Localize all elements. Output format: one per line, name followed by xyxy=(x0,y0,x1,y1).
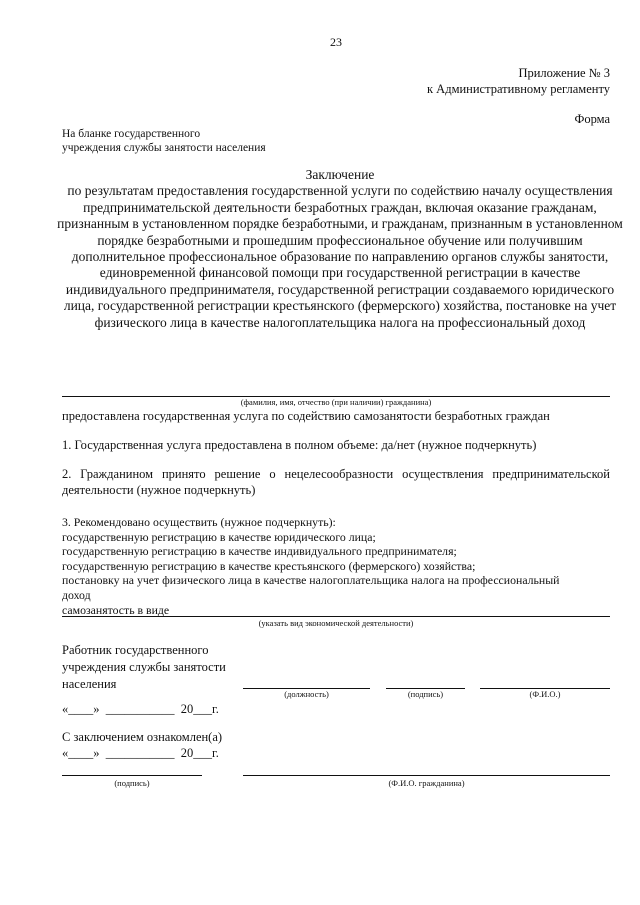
option-entrepreneur: государственную регистрацию в качестве индивидуального предпринимателя; xyxy=(62,544,457,559)
activity-caption: (указать вид экономической деятельности) xyxy=(258,618,414,628)
option-tax-registration: постановку на учет физического лица в качестве налогоплательщика налога на профессиональный xyxy=(62,573,560,588)
position-caption: (должность) xyxy=(284,689,329,699)
item-2-line-1: 2. Гражданином принято решение о нецелесообразности осуществления предпринимательской xyxy=(62,467,610,481)
citizen-name-caption: (фамилия, имя, отчество (при наличии) гражданина) xyxy=(240,397,432,407)
worker-line-1: Работник государственного xyxy=(62,643,209,657)
signature-caption: (подпись) xyxy=(407,689,444,699)
citizen-fio-caption: (Ф.И.О. гражданина) xyxy=(388,778,465,788)
item-3 xyxy=(62,515,559,617)
appendix-number: Приложение № 3 xyxy=(518,66,610,80)
worker-label xyxy=(62,642,226,693)
worker-line-2: учреждения службы занятости xyxy=(62,660,226,674)
self-employment-label: самозанятость в виде xyxy=(62,602,170,617)
letterhead-line-1: На бланке государственного xyxy=(62,128,201,140)
item-2-line-2: деятельности (нужное подчеркнуть) xyxy=(62,483,256,497)
title-body: по результатам предоставления государственной услуги по содействию началу осуществления предпринимательской деятельности безработных граждан, включая оказание гражданам, признанным в установленном порядке безработными, и гражданам, признанным в установленном порядке безработными и прошедшим профессиональное обучение или получившим дополнительное профессиональное образование по направлению органов службы занятости, единовременной финансовой помощи при государственной регистрации в качестве индивидуального предпринимателя, государственной регистрации создаваемого юридического лица, государственной регистрации крестьянского (фермерского) хозяйства, постановке на учет физического лица в качестве налогоплательщика налога на профессиональный доход xyxy=(57,183,623,330)
name-caption: (Ф.И.О.) xyxy=(529,689,561,699)
service-provided-text: предоставлена государственная услуга по содействию самозанятости безработных граждан xyxy=(62,409,550,423)
option-farm: государственную регистрацию в качестве крестьянского (фермерского) хозяйства; xyxy=(62,558,476,573)
citizen-date-line[interactable]: «____» ___________ 20___г. xyxy=(62,746,219,760)
letterhead-line-2: учреждения службы занятости населения xyxy=(62,142,266,154)
worker-date-line[interactable]: «____» ___________ 20___г. xyxy=(62,702,219,716)
activity-line[interactable] xyxy=(62,616,610,617)
item-3-heading: 3. Рекомендовано осуществить (нужное подчеркнуть): xyxy=(62,515,336,529)
item-1: 1. Государственная услуга предоставлена в полном объеме: да/нет (нужное подчеркнуть) xyxy=(62,438,537,452)
title-heading: Заключение xyxy=(305,167,375,182)
document-title xyxy=(55,167,625,331)
worker-line-3: населения xyxy=(62,677,117,691)
form-label: Форма xyxy=(574,112,610,126)
appendix-reference: к Административному регламенту xyxy=(426,82,610,96)
letterhead-note xyxy=(62,127,266,155)
citizen-signature-caption: (подпись) xyxy=(114,778,150,788)
citizen-signature-line[interactable] xyxy=(62,775,202,776)
option-tax-registration-cont: доход xyxy=(62,587,91,602)
citizen-fio-line[interactable] xyxy=(243,775,610,776)
page-number: 23 xyxy=(330,35,342,49)
option-legal-entity: государственную регистрацию в качестве юридического лица; xyxy=(62,529,376,544)
acquainted-label: С заключением ознакомлен(а) xyxy=(62,730,223,744)
